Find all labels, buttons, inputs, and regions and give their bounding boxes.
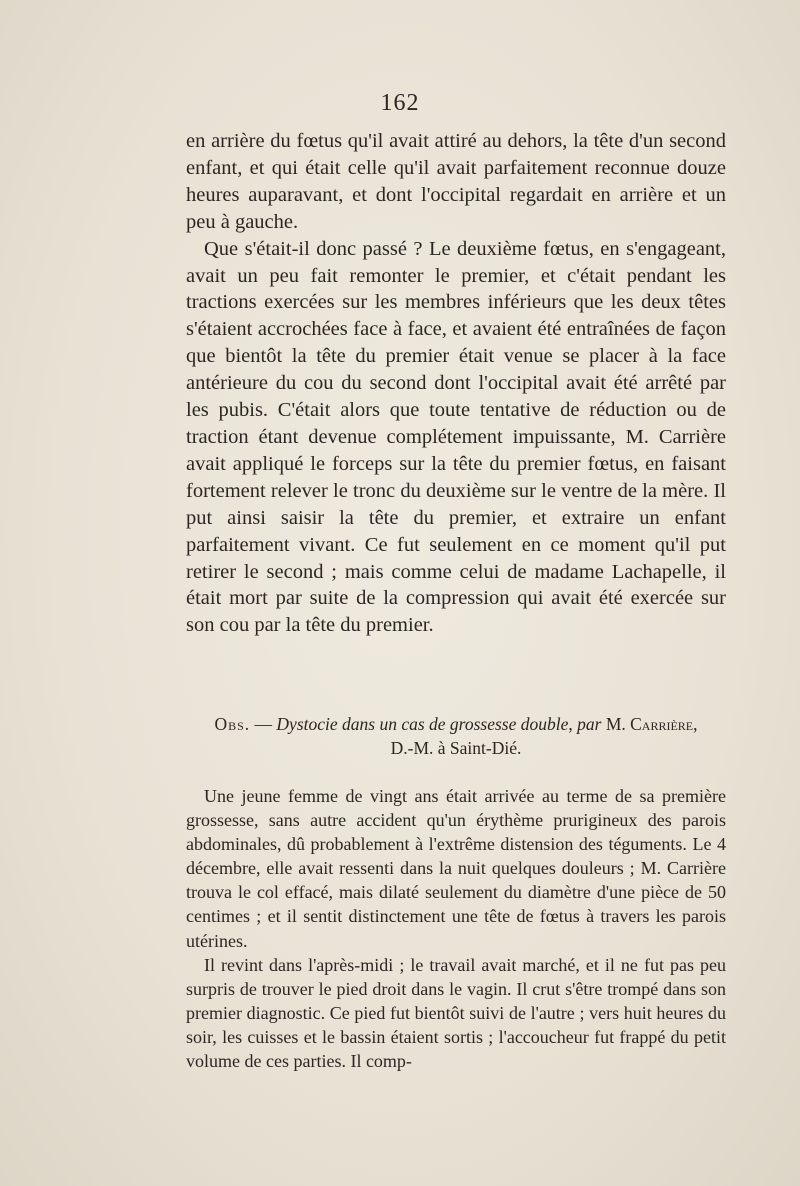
observation-label: Obs. — [214, 714, 251, 734]
observation-dash: — — [254, 714, 273, 734]
page-number: 162 — [380, 90, 420, 116]
observation-location: D.-M. à Saint-Dié. — [390, 738, 522, 758]
observation-by: par — [577, 714, 602, 734]
observation-title: Dystocie dans un cas de grossesse double — [276, 714, 569, 734]
paragraph: Que s'était-il donc passé ? Le deuxième fœtus, en s'engageant, avait un peu fait remonter le premier, et c'était pendant les tractions exercées sur les membres inférieurs que les deux têtes s'étaient accrochées face à face, et avaient été entraînées de façon que bientôt la tête du premier était venue se placer à la face antérieure du cou du second dont l'occipital avait été arrêté par les pubis. C'était alors que toute tentative de réduction ou de traction étant devenue complétement impuissante, M. Carrière avait appliqué le forceps sur la tête du premier fœtus, en faisant fortement relever le tronc du deuxième sur le ventre de la mère. Il put ainsi saisir la tête du premier, et extraire un enfant parfaitement vivant. Ce fut seulement en ce moment qu'il put retirer le second ; mais comme celui de madame Lachapelle, il était mort par suite de la compression qui avait été exercée sur son cou par la tête du premier. — [186, 237, 726, 637]
observation-heading — [186, 712, 726, 760]
paragraph: Une jeune femme de vingt ans était arrivée au terme de sa première grossesse, sans autre accident qu'un érythème prurigineux des parois abdominales, dû probablement à l'extrême distension des téguments. Le 4 décembre, elle avait ressenti dans la nuit quelques douleurs ; M. Carrière trouva le col effacé, mais dilaté seulement du diamètre d'une pièce de 50 centimes ; et il sentit distinctement une tête de fœtus à travers les parois utérines. — [186, 786, 726, 951]
body-text-upper — [186, 128, 726, 639]
paragraph: en arrière du fœtus qu'il avait attiré au dehors, la tête d'un second enfant, et qui était celle qu'il avait parfaitement reconnue douze heures auparavant, et dont l'occipital regardait en arrière et un peu à gauche. — [186, 130, 726, 233]
observation-heading-line-1: Obs. — Dystocie dans un cas de grossesse double, par M. Carrière, — [214, 714, 698, 734]
body-text-lower — [186, 784, 726, 1073]
paragraph: Il revint dans l'après-midi ; le travail avait marché, et il ne fut pas peu surpris de trouver le pied droit dans le vagin. Il crut s'être trompé dans son premier diagnostic. Ce pied fut bientôt suivi de l'autre ; vers huit heures du soir, les cuisses et le bassin étaient sortis ; l'accoucheur fut frappé du petit volume de ces parties. Il comp- — [186, 954, 726, 1072]
observation-author: M. Carrière, — [605, 714, 698, 734]
